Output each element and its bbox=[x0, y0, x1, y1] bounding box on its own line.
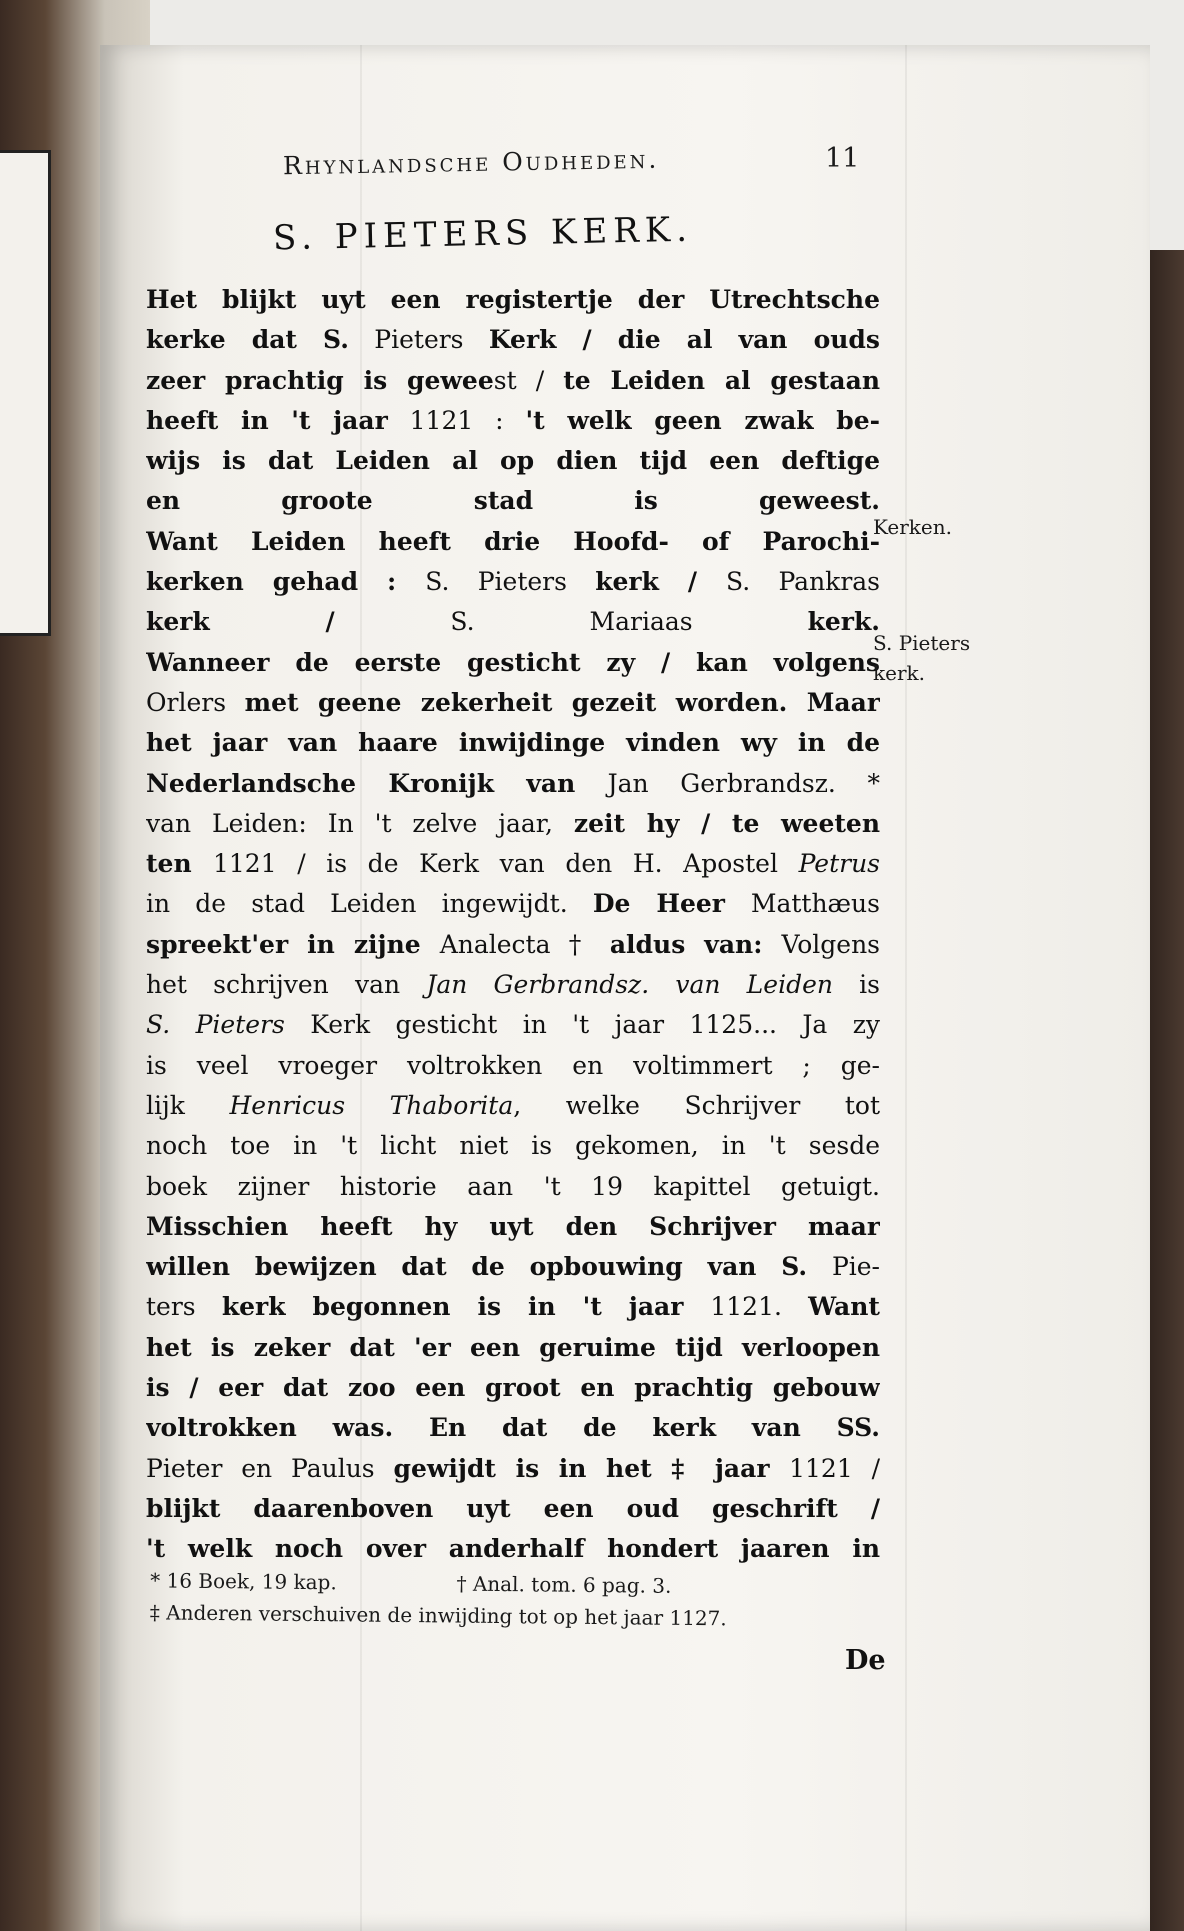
text-line bbox=[146, 562, 880, 602]
catchword: De bbox=[845, 1645, 886, 1676]
text-run: Analecta † bbox=[439, 929, 610, 959]
footnotes bbox=[150, 1564, 851, 1635]
text-line bbox=[146, 1247, 880, 1287]
text-line bbox=[146, 522, 880, 562]
text-run: Jan Gerbrandsz. * bbox=[607, 768, 880, 798]
text-run: het is zeker dat 'er een geruime tijd verloopen bbox=[146, 1332, 880, 1362]
text-run: is / eer dat zoo een groot en prachtig gebouw bbox=[146, 1373, 880, 1403]
text-run: het schrijven van bbox=[146, 970, 427, 1000]
text-run: kerk / bbox=[595, 567, 727, 597]
text-run: Pieter en Paulus bbox=[146, 1453, 394, 1483]
text-run: kerk. bbox=[807, 607, 880, 637]
text-line bbox=[146, 965, 880, 1005]
text-run: Want Leiden heeft drie Hoofd- of Parochi- bbox=[146, 526, 880, 556]
text-run: blijkt daarenboven uyt een oud geschrift / bbox=[146, 1493, 880, 1523]
text-run: aldus van: bbox=[609, 929, 782, 959]
text-run: 't welk geen zwak be- bbox=[525, 405, 880, 435]
text-line bbox=[146, 844, 880, 884]
margin-note-kerken: Kerken. bbox=[873, 515, 952, 539]
footnote-1: * 16 Boek, 19 kap. bbox=[150, 1568, 337, 1595]
text-run: 1121 : bbox=[387, 405, 526, 435]
text-run: , welke Schrijver tot bbox=[513, 1090, 880, 1120]
text-run: Misschien heeft hy uyt den Schrijver maar bbox=[146, 1211, 880, 1241]
text-run: zeer prachtig is gewee bbox=[146, 365, 494, 395]
text-line bbox=[146, 1368, 880, 1408]
text-line bbox=[146, 1207, 880, 1247]
footnote-3: ‡ Anderen verschuiven de inwijding tot op het jaar 1127. bbox=[149, 1600, 727, 1631]
text-line bbox=[146, 481, 880, 521]
text-line bbox=[146, 764, 880, 804]
text-line bbox=[146, 1086, 880, 1126]
text-run: st / bbox=[493, 365, 564, 395]
text-line bbox=[146, 1167, 880, 1207]
text-run: kerken gehad : bbox=[146, 567, 426, 597]
text-line bbox=[146, 1408, 880, 1448]
text-run: Petrus bbox=[798, 849, 880, 879]
text-line bbox=[146, 1046, 880, 1086]
text-run: Kerk / die al van ouds bbox=[488, 325, 880, 355]
text-run: S. Pankras bbox=[726, 567, 880, 597]
text-run: het jaar van haare inwijdinge vinden wy in de bbox=[146, 728, 880, 758]
text-line bbox=[146, 723, 880, 763]
text-line bbox=[146, 361, 880, 401]
page-number: 11 bbox=[825, 143, 860, 174]
text-run: in de stad Leiden ingewijdt. bbox=[146, 889, 593, 919]
text-run: is veel vroeger voltrokken en voltimmert ; ge- bbox=[146, 1050, 880, 1080]
text-line bbox=[146, 1489, 880, 1529]
left-page-edge bbox=[0, 150, 51, 636]
text-run: is bbox=[832, 970, 880, 1000]
text-run: Nederlandsche Kronijk van bbox=[146, 768, 608, 798]
text-run: ten bbox=[146, 849, 213, 879]
text-line bbox=[146, 925, 880, 965]
text-line bbox=[146, 1126, 880, 1166]
text-run: Matthæus bbox=[750, 889, 880, 919]
text-run: heeft in 't jaar bbox=[146, 405, 388, 435]
text-run: en groote stad is geweest. bbox=[146, 486, 880, 516]
text-run: Volgens bbox=[781, 929, 880, 959]
text-line bbox=[146, 320, 880, 360]
text-run: wijs is dat Leiden al op dien tijd een deftige bbox=[146, 446, 880, 476]
text-line bbox=[146, 1449, 880, 1489]
text-run: Pieters bbox=[348, 325, 489, 355]
text-run: Kerk gesticht in 't jaar 1125... Ja zy bbox=[284, 1010, 880, 1040]
text-run: kerke dat S. bbox=[146, 325, 349, 355]
text-line bbox=[146, 1287, 880, 1327]
text-run: Want bbox=[808, 1292, 880, 1322]
text-run: met geene zekerheit gezeit worden. Maar bbox=[244, 687, 880, 717]
text-run: 1121 / is de Kerk van den H. Apostel bbox=[213, 849, 799, 879]
text-run: te Leiden al gestaan bbox=[563, 365, 880, 395]
text-run: ters bbox=[146, 1292, 222, 1322]
text-line bbox=[146, 1328, 880, 1368]
text-run: noch toe in 't licht niet is gekomen, in 't sesde bbox=[146, 1131, 880, 1161]
text-run: 1121. bbox=[710, 1292, 809, 1322]
text-run: van Leiden: In 't zelve jaar, bbox=[146, 808, 574, 838]
text-run: voltrokken was. En dat de kerk van SS. bbox=[146, 1413, 880, 1443]
text-line bbox=[146, 401, 880, 441]
text-run: Orlers bbox=[146, 687, 245, 717]
text-run: zeit hy / te weeten bbox=[573, 808, 880, 838]
text-line bbox=[146, 643, 880, 683]
text-run: De Heer bbox=[592, 889, 751, 919]
text-line bbox=[146, 683, 880, 723]
text-run: kerk / bbox=[146, 607, 451, 637]
text-run: Wanneer de eerste gesticht zy / kan volgens bbox=[146, 647, 880, 677]
text-run: S. Mariaas bbox=[450, 607, 808, 637]
text-line bbox=[146, 884, 880, 924]
text-run: lijk bbox=[146, 1090, 230, 1120]
margin-note-pieters-kerk: kerk. bbox=[873, 661, 925, 685]
text-line bbox=[146, 1529, 880, 1569]
text-run: gewijdt is in het ‡ jaar bbox=[393, 1453, 790, 1483]
text-line bbox=[146, 602, 880, 642]
text-run: spreekt'er in zijne bbox=[146, 929, 440, 959]
text-line bbox=[146, 1005, 880, 1045]
text-run: Het blijkt uyt een registertje der Utrechtsche bbox=[146, 285, 880, 314]
text-run: S. Pieters bbox=[146, 1010, 285, 1040]
text-run: willen bewijzen dat de opbouwing van S. bbox=[146, 1252, 832, 1282]
text-run: kerk begonnen is in 't jaar bbox=[221, 1292, 711, 1322]
text-run: Henricus Thaborita bbox=[229, 1090, 514, 1120]
text-line bbox=[146, 804, 880, 844]
text-run: Jan Gerbrandsz. van Leiden bbox=[426, 970, 833, 1000]
body-text bbox=[146, 280, 880, 1570]
page-crease bbox=[905, 45, 907, 1931]
text-run: S. Pieters bbox=[425, 567, 596, 597]
text-line bbox=[146, 280, 880, 320]
footnote-2: † Anal. tom. 6 pag. 3. bbox=[456, 1571, 672, 1598]
text-run: 't welk noch over anderhalf hondert jaaren in bbox=[146, 1534, 880, 1564]
text-run: Pie- bbox=[831, 1252, 880, 1282]
section-title: S. PIETERS KERK. bbox=[272, 209, 694, 259]
text-line bbox=[146, 441, 880, 481]
text-run: 1121 / bbox=[789, 1453, 880, 1483]
text-run: boek zijner historie aan 't 19 kapittel getuigt. bbox=[146, 1171, 880, 1201]
running-title: Rhynlandsche Oudheden. bbox=[282, 144, 660, 181]
margin-note-pieters: S. Pieters bbox=[873, 631, 971, 655]
